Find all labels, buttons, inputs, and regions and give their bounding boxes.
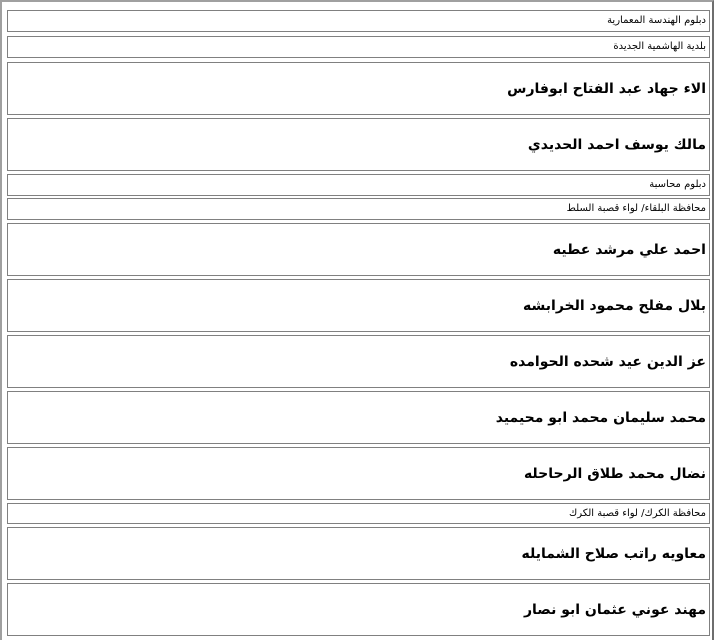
section-row-program: دبلوم الهندسة المعمارية (7, 10, 710, 32)
section-row-location: محافظة البلقاء/ لواء قصبة السلط (7, 198, 710, 220)
name-row (7, 62, 710, 115)
name-row (7, 583, 710, 636)
section-row-program: دبلوم محاسبة (7, 174, 710, 196)
name-row (7, 118, 710, 171)
name-row (7, 279, 710, 332)
name-text: مهند عوني عثمان ابو نصار (523, 601, 706, 618)
name-text: معاويه راتب صلاح الشمايله (521, 545, 706, 562)
name-text: نضال محمد طلاق الرحاحله (523, 465, 706, 482)
section-row-location: محافظة الكرك/ لواء قصبة الكرك (7, 503, 710, 524)
name-text: الاء جهاد عبد الفتاح ابوفارس (507, 80, 706, 97)
name-text: عز الدين عيد شحده الحوامده (509, 353, 706, 370)
name-text: بلال مفلح محمود الخرابشه (523, 297, 706, 314)
name-text: محمد سليمان محمد ابو محيميد (495, 409, 706, 426)
name-row (7, 527, 710, 580)
name-text: احمد علي مرشد عطيه (552, 241, 706, 258)
name-row (7, 391, 710, 444)
name-row (7, 335, 710, 388)
section-row-location: بلدية الهاشمية الجديدة (7, 36, 710, 58)
name-row (7, 447, 710, 500)
name-text: مالك يوسف احمد الحديدي (527, 136, 706, 153)
name-row (7, 223, 710, 276)
